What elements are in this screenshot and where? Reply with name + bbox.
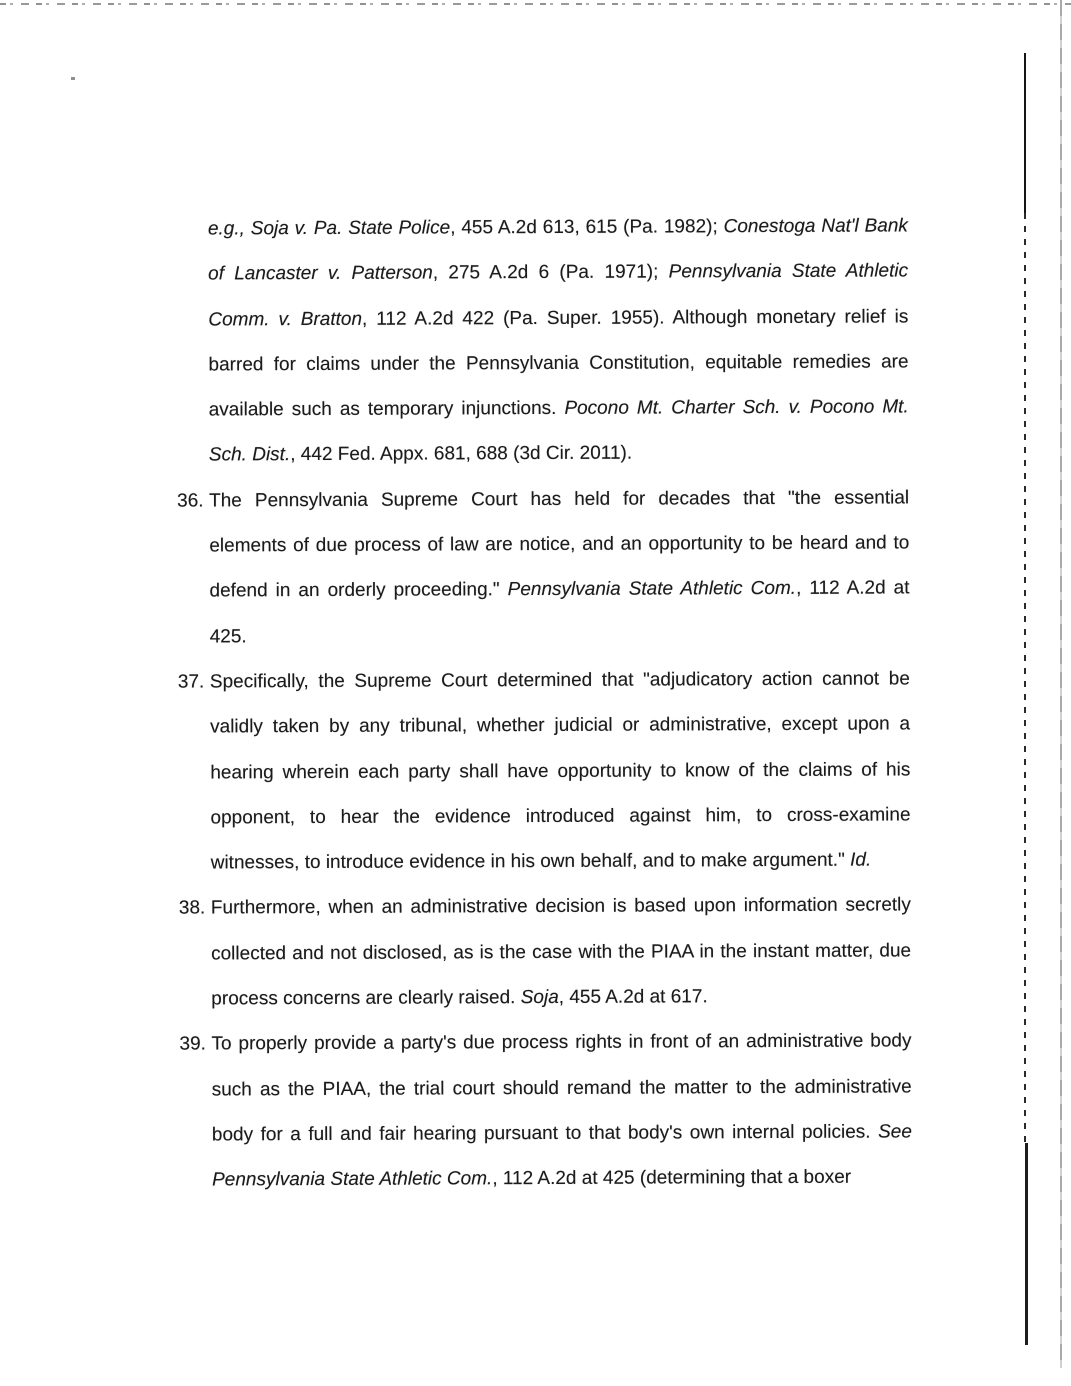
scan-artifact-vertical-line-top — [1024, 53, 1026, 213]
paragraph-36 — [177, 475, 910, 659]
body-text: Furthermore, when an administrative decision is based upon information secretly collected and not disclosed, as is the case with the PIAA in the instant matter, due process concerns are clearly raised. — [210, 894, 912, 1010]
body-text: , 112 A.2d at 425 (determining that a boxer — [492, 1166, 852, 1190]
scan-artifact-page-edge-line — [1060, 0, 1062, 1368]
citation-italic-text: e.g., Soja v. Pa. State Police — [207, 217, 451, 240]
document-body — [176, 203, 912, 1203]
body-text: , 455 A.2d at 617. — [558, 986, 708, 1008]
body-text: , 275 A.2d 6 (Pa. 1971); — [432, 261, 669, 284]
paragraph-continuation — [208, 203, 909, 478]
paragraph-list — [176, 203, 912, 1203]
paragraph-number: 39. — [179, 1033, 206, 1055]
body-text: Specifically, the Supreme Court determined that "adjudicatory action cannot be validly taken by any tribunal, whether judicial or administrative, except upon a hearing wherein each party shall have opportunity to know of the claims of his opponent, to hear the evidence introduced against him, to cross-examine witnesses, to introduce evidence in his own behalf, and to make argument." — [209, 668, 911, 874]
scan-artifact-vertical-line-bottom — [1025, 1143, 1028, 1345]
scan-artifact-vertical-line-dotted — [1024, 213, 1026, 1143]
citation-italic-text: Pennsylvania State Athletic Com. — [507, 578, 797, 601]
citation-italic-text: Pocono Mt. Charter Sch. v. Pocono Mt. Sch. Dist. — [208, 396, 909, 466]
body-text: To properly provide a party's due process rights in front of an administrative body such as the PIAA, the trial court should remand the matter to the administrative body for a full and fair hearing pursuant to that body's own internal policies. — [211, 1030, 912, 1146]
paragraph-number: 36. — [177, 490, 204, 512]
paragraph-39 — [179, 1019, 912, 1203]
paragraph-37 — [177, 656, 911, 886]
body-text: , 112 A.2d at 425. — [209, 577, 910, 648]
citation-italic-text: See Pennsylvania State Athletic Com. — [212, 1121, 912, 1191]
citation-italic-text: Id. — [850, 849, 872, 871]
citation-italic-text: Conestoga Nat'l Bank of Lancaster v. Patterson — [208, 215, 908, 285]
body-text: , 442 Fed. Appx. 681, 688 (3d Cir. 2011). — [290, 443, 633, 466]
citation-italic-text: Soja — [520, 986, 559, 1009]
scan-artifact-speck — [71, 77, 75, 80]
body-text: , 455 A.2d 613, 615 (Pa. 1982); — [450, 216, 724, 239]
body-text: The Pennsylvania Supreme Court has held for decades that "the essential elements of due process of law are notice, and an opportunity to be heard and to defend in an orderly proceeding." — [209, 487, 910, 602]
scan-artifact-top-dashed-line — [0, 3, 1071, 5]
paragraph-number: 38. — [178, 897, 206, 920]
paragraph-number: 37. — [177, 671, 205, 693]
citation-italic-text: Pennsylvania State Athletic Comm. v. Bratton — [208, 260, 909, 331]
paragraph-38 — [178, 883, 912, 1022]
body-text: , 112 A.2d 422 (Pa. Super. 1955). Although monetary relief is barred for claims under the Pennsylvania Constitution, equitable remedies are available such as temporary injunctions. — [208, 306, 909, 421]
